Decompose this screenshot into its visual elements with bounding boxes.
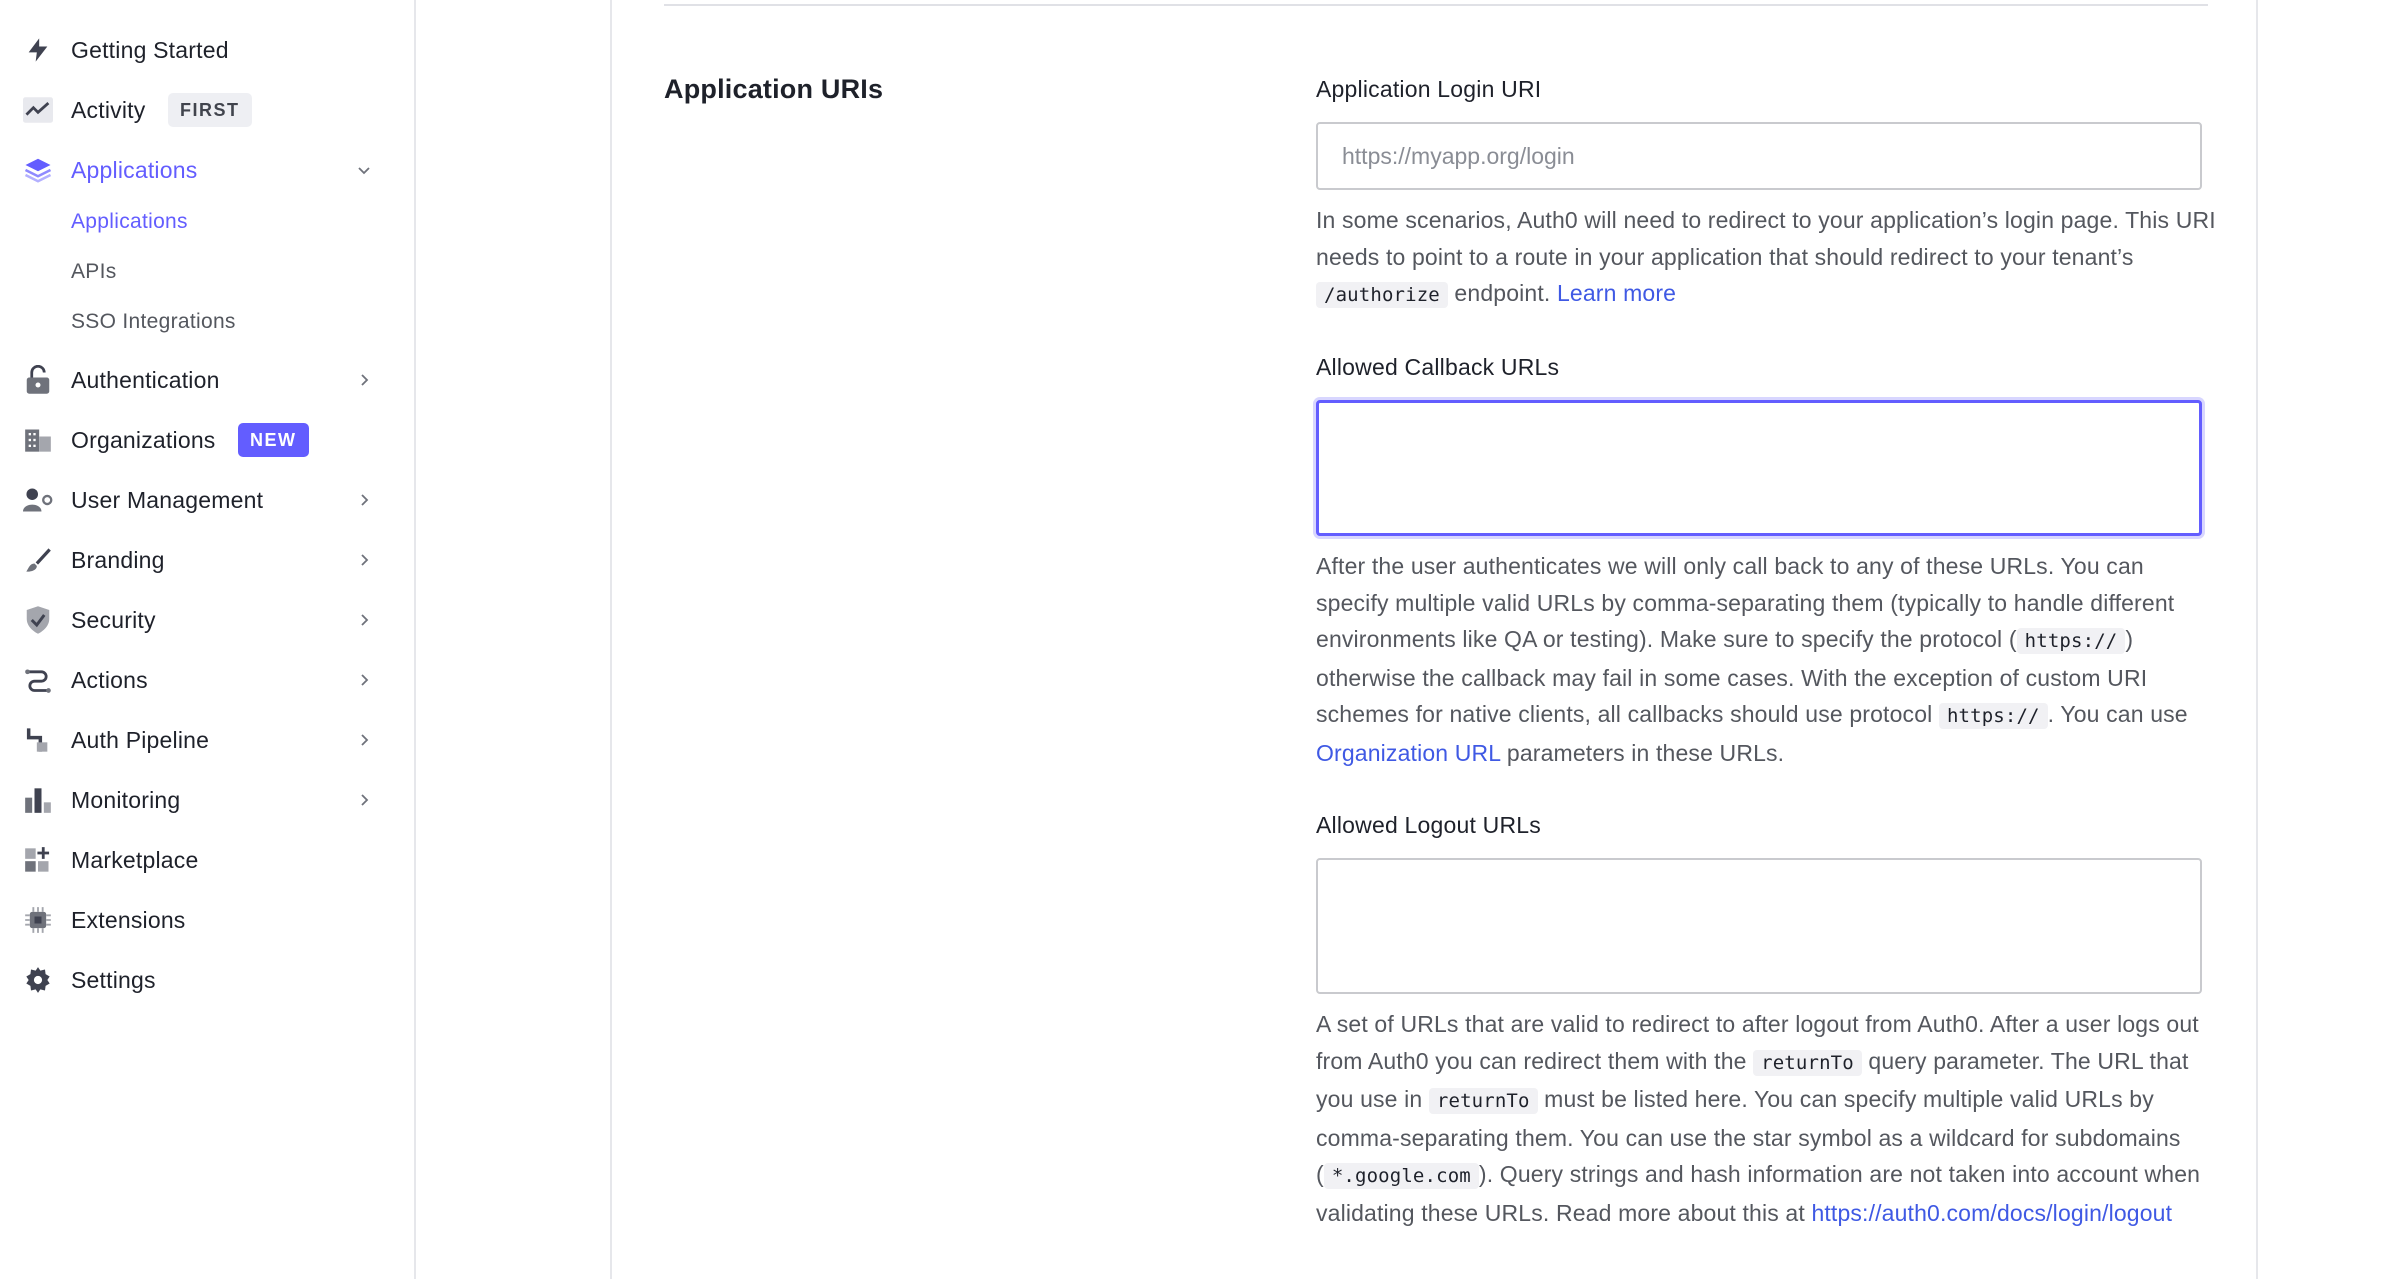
sidebar-item-authentication[interactable] bbox=[0, 352, 416, 408]
section-divider bbox=[664, 4, 2208, 6]
sidebar-item-activity[interactable] bbox=[0, 82, 416, 138]
sidebar-item-organizations[interactable] bbox=[0, 412, 416, 468]
chevron-right-icon bbox=[356, 552, 372, 568]
brush-icon bbox=[22, 544, 54, 576]
sidebar-subitem-applications[interactable]: Applications bbox=[71, 210, 188, 233]
sidebar-item-marketplace[interactable] bbox=[0, 832, 416, 888]
pipeline-icon bbox=[22, 724, 54, 756]
organization-url-link[interactable]: Organization URL bbox=[1316, 739, 1501, 766]
bolt-icon bbox=[22, 34, 54, 66]
user-gear-icon bbox=[22, 484, 54, 516]
gear-icon bbox=[22, 964, 54, 996]
learn-more-link[interactable]: Learn more bbox=[1556, 280, 1677, 306]
sidebar-item-label: Marketplace bbox=[71, 846, 199, 873]
login-uri-label: Application Login URI bbox=[1316, 76, 1542, 102]
sidebar-subitem-apis[interactable]: APIs bbox=[71, 260, 117, 283]
code-returnto: returnTo bbox=[1429, 1088, 1538, 1114]
actions-flow-icon bbox=[22, 664, 54, 696]
sidebar-item-label: Getting Started bbox=[71, 36, 229, 63]
help-text: query parameter. The URL that you use in bbox=[1316, 1047, 2189, 1112]
shield-check-icon bbox=[22, 604, 54, 636]
chevron-right-icon bbox=[356, 612, 372, 628]
login-uri-field-wrapper bbox=[1316, 122, 2202, 190]
help-text: In some scenarios, Auth0 will need to redirect to your application’s login page. This URI needs to point to a route in your application that should redirect to your tenant’s bbox=[1316, 207, 2216, 270]
callback-urls-field-wrapper bbox=[1316, 400, 2202, 536]
layers-icon bbox=[22, 154, 54, 186]
grid-plus-icon bbox=[22, 844, 54, 876]
chevron-right-icon bbox=[356, 492, 372, 508]
logout-urls-field-wrapper bbox=[1316, 858, 2202, 994]
sidebar-item-getting-started[interactable] bbox=[0, 22, 416, 78]
login-uri-help bbox=[1316, 202, 2216, 314]
help-text: A set of URLs that are valid to redirect to after logout from Auth0. After a user logs out from Auth0 you can redirect them with the bbox=[1316, 1011, 2199, 1074]
help-text: must be listed here. You can specify multiple valid URLs by comma-separating them. You can use the star symbol as a wildcard for subdomains ( bbox=[1316, 1086, 2181, 1187]
sidebar-item-label: Branding bbox=[71, 546, 165, 573]
lock-icon bbox=[22, 364, 54, 396]
sidebar-item-settings[interactable] bbox=[0, 952, 416, 1008]
sidebar-item-label: Applications bbox=[71, 156, 198, 183]
main-content bbox=[416, 0, 2400, 1279]
sidebar-item-applications[interactable] bbox=[0, 142, 416, 198]
code-wildcard-domain: *.google.com bbox=[1324, 1163, 1479, 1189]
help-text: ) otherwise the callback may fail in some cases. With the exception of custom URI schemes for native clients, all callbacks should use protocol bbox=[1316, 626, 2148, 727]
callback-urls-label: Allowed Callback URLs bbox=[1316, 354, 1560, 380]
chip-icon bbox=[22, 904, 54, 936]
callback-urls-textarea[interactable] bbox=[1319, 403, 2199, 533]
code-authorize: /authorize bbox=[1316, 282, 1448, 308]
logout-urls-label: Allowed Logout URLs bbox=[1316, 812, 1541, 838]
sidebar-item-label: Settings bbox=[71, 966, 156, 993]
sidebar-item-label: User Management bbox=[71, 486, 264, 513]
sidebar-item-branding[interactable] bbox=[0, 532, 416, 588]
help-text: . You can use bbox=[2047, 701, 2188, 727]
chevron-down-icon[interactable] bbox=[356, 162, 372, 178]
sidebar bbox=[0, 0, 416, 1279]
chevron-right-icon bbox=[356, 792, 372, 808]
code-returnto: returnTo bbox=[1753, 1050, 1862, 1076]
sidebar-item-extensions[interactable] bbox=[0, 892, 416, 948]
bar-chart-icon bbox=[22, 784, 54, 816]
sidebar-item-label: Extensions bbox=[71, 906, 186, 933]
sidebar-item-security[interactable] bbox=[0, 592, 416, 648]
settings-panel bbox=[610, 0, 2258, 1279]
help-text: ). Query strings and hash information are not taken into account when validating these URLs. Read more about this at bbox=[1316, 1161, 2201, 1226]
logout-docs-link[interactable]: https://auth0.com/docs/login/logout bbox=[1811, 1199, 2173, 1226]
code-https: https:// bbox=[1939, 703, 2048, 729]
callback-urls-help bbox=[1316, 548, 2216, 771]
sidebar-item-actions[interactable] bbox=[0, 652, 416, 708]
sidebar-item-user-management[interactable] bbox=[0, 472, 416, 528]
chevron-right-icon bbox=[356, 732, 372, 748]
logout-urls-textarea[interactable] bbox=[1318, 860, 2200, 992]
sidebar-item-label: Auth Pipeline bbox=[71, 726, 210, 753]
sidebar-item-auth-pipeline[interactable] bbox=[0, 712, 416, 768]
activity-chart-icon bbox=[22, 94, 54, 126]
building-icon bbox=[22, 424, 54, 456]
new-badge: NEW bbox=[238, 423, 309, 457]
sidebar-item-label: Monitoring bbox=[71, 786, 181, 813]
sidebar-item-label: Security bbox=[71, 606, 156, 633]
chevron-right-icon bbox=[356, 672, 372, 688]
sidebar-item-monitoring[interactable] bbox=[0, 772, 416, 828]
help-text: parameters in these URLs. bbox=[1500, 739, 1785, 766]
section-title: Application URIs bbox=[664, 74, 884, 104]
sidebar-item-label: Activity bbox=[71, 96, 146, 123]
sidebar-item-label: Organizations bbox=[71, 426, 216, 453]
logout-urls-help bbox=[1316, 1006, 2216, 1231]
chevron-right-icon bbox=[356, 372, 372, 388]
help-text: After the user authenticates we will only call back to any of these URLs. You can specify multiple valid URLs by comma-separating them (typically to handle different environments like QA or testing). Make sure to specify the protocol ( bbox=[1316, 553, 2175, 652]
sidebar-item-label: Actions bbox=[71, 666, 148, 693]
sidebar-subitem-sso-integrations[interactable]: SSO Integrations bbox=[71, 310, 236, 333]
first-badge: FIRST bbox=[168, 93, 252, 127]
code-https: https:// bbox=[2017, 628, 2126, 654]
sidebar-item-label: Authentication bbox=[71, 366, 220, 393]
help-text: endpoint. bbox=[1447, 280, 1557, 306]
login-uri-input[interactable] bbox=[1318, 124, 2200, 188]
